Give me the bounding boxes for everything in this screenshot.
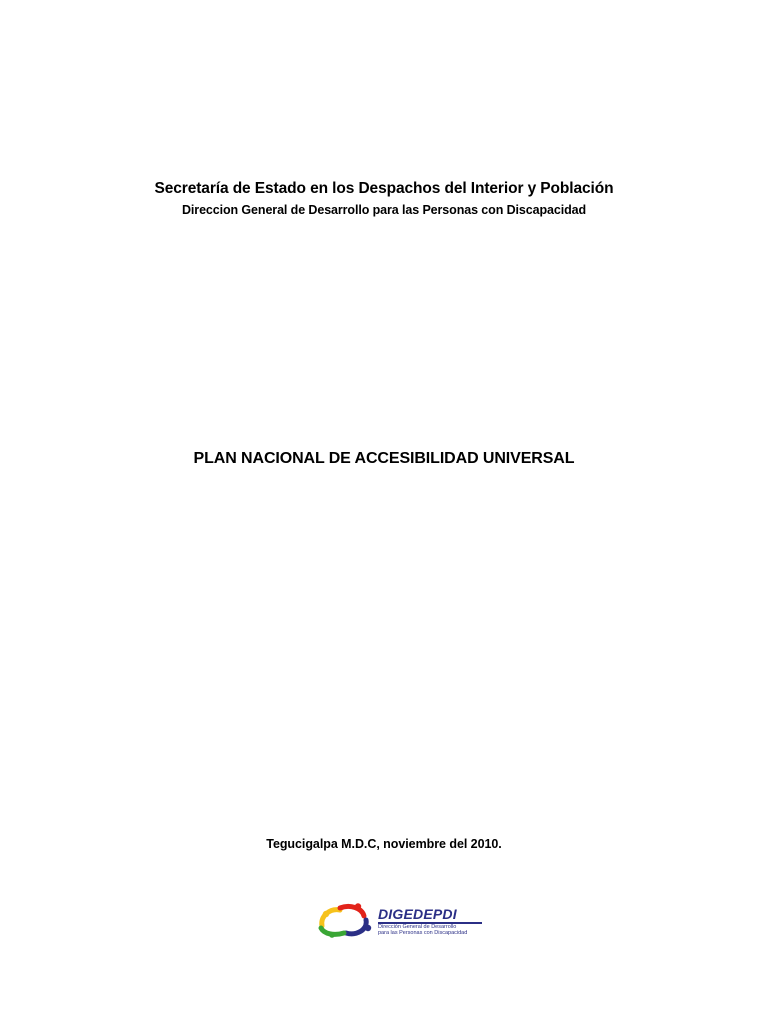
logo-tagline-line1: Dirección General de Desarrollo <box>378 924 457 930</box>
logo-tagline <box>378 924 467 936</box>
department-subtitle: Direccion General de Desarrollo para las Personas con Discapacidad <box>182 203 586 217</box>
place-date: Tegucigalpa M.D.C, noviembre del 2010. <box>266 837 502 851</box>
colored-figures-logo-icon <box>316 902 378 938</box>
logo-tagline-line2: para las Personas con Discapacidad <box>378 930 468 936</box>
organization-title: Secretaría de Estado en los Despachos del Interior y Población <box>154 180 614 197</box>
logo-name: DIGEDEPDI <box>378 906 457 922</box>
digedepdi-logo <box>316 902 488 938</box>
document-title: PLAN NACIONAL DE ACCESIBILIDAD UNIVERSAL <box>193 450 575 467</box>
